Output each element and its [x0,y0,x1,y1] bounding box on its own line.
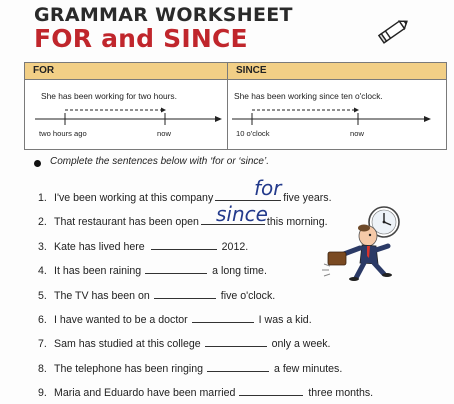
for-heading: FOR [25,63,227,80]
instruction-text: Complete the sentences below with ‘for or ‘since’. [50,156,269,167]
question-text: That restaurant has been open [54,216,199,228]
question-text-end: five o'clock. [220,290,276,302]
question-4 [38,263,267,277]
question-text: The telephone has been ringing [54,363,204,375]
handwritten-answer-2: since [216,202,268,226]
for-since-table [24,62,447,150]
since-now-label: now [350,129,364,138]
handwritten-answer-1: for [254,176,282,200]
question-5 [38,288,275,302]
for-example: She has been working for two hours. [41,91,177,101]
answer-blank[interactable] [145,263,207,274]
for-start-label: two hours ago [39,129,87,138]
since-start-label: 10 o'clock [236,129,270,138]
question-text: The TV has been on [54,290,150,302]
question-8 [38,361,342,375]
question-number: 9. [38,387,47,399]
question-text-end: a few minutes. [273,363,343,375]
worksheet-subtitle: FOR and SINCE [34,24,248,53]
question-number: 8. [38,363,47,375]
question-text: Maria and Eduardo have been married [54,387,236,399]
question-number: 1. [38,192,47,204]
question-number: 2. [38,216,47,228]
question-6 [38,312,312,326]
question-7 [38,336,330,350]
since-heading: SINCE [228,63,446,80]
question-text: I've been working at this company [54,192,214,204]
question-text: It has been raining [54,265,142,277]
answer-blank[interactable] [239,385,303,396]
question-number: 7. [38,338,47,350]
answer-blank[interactable] [154,288,216,299]
question-text: Sam has studied at this college [54,338,201,350]
question-text: Kate has lived here [54,241,145,253]
businessman-clock-illustration [322,206,406,282]
question-3 [38,239,248,253]
question-1 [38,190,332,204]
question-text: I have wanted to be a doctor [54,314,188,326]
since-column [228,63,446,149]
question-text-end: five years. [283,192,332,204]
question-text-end: a long time. [212,265,267,277]
question-9 [38,385,373,399]
for-column [25,63,228,149]
instruction-bullet [34,160,41,167]
answer-blank[interactable] [151,239,217,250]
question-text-end: only a week. [271,338,331,350]
question-2 [38,214,328,228]
question-number: 5. [38,290,47,302]
answer-blank[interactable] [205,336,267,347]
answer-blank[interactable] [207,361,269,372]
question-number: 6. [38,314,47,326]
question-text-end: I was a kid. [258,314,312,326]
since-example: She has been working since ten o'clock. [234,91,383,101]
for-now-label: now [157,129,171,138]
question-text-end: this morning. [266,216,328,228]
worksheet-title: GRAMMAR WORKSHEET [34,4,293,26]
question-number: 3. [38,241,47,253]
question-number: 4. [38,265,47,277]
question-text-end: 2012. [221,241,249,253]
pencil-icon [376,14,412,48]
answer-blank[interactable] [192,312,254,323]
question-text-end: three months. [308,387,374,399]
